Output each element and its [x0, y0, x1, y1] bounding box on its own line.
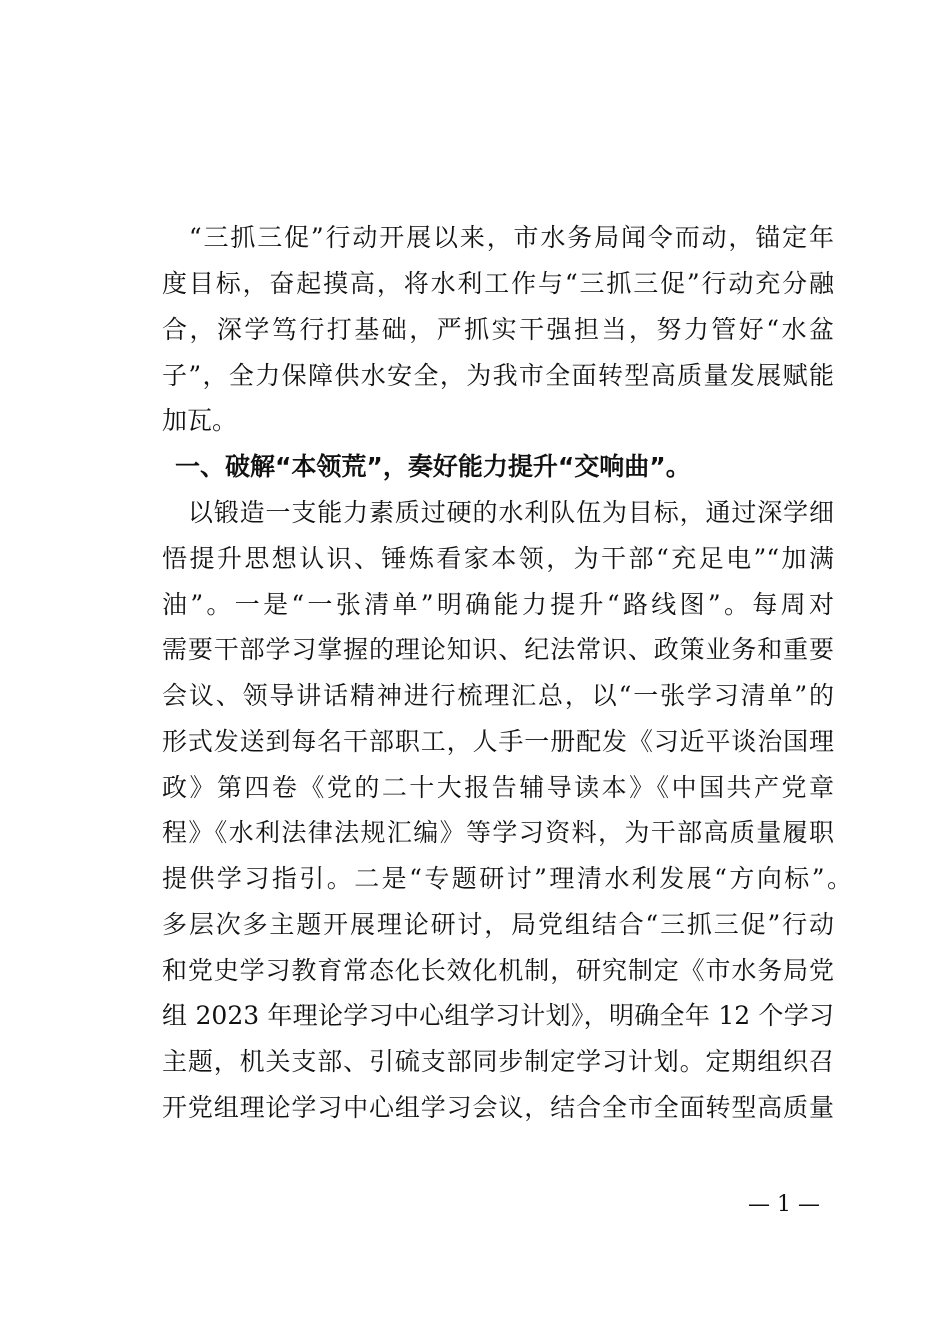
body-line-3: 油”。一是“一张清单”明确能力提升“路线图”。每周对 [162, 590, 834, 619]
intro-line-1: “三抓三促”行动开展以来，市水务局闻令而动，锚定年 [162, 223, 834, 252]
body-line-9: 提供学习指引。二是“专题研讨”理清水利发展“方向标”。 [162, 864, 852, 893]
body-line-7: 政》第四卷《党的二十大报告辅导读本》《中国共产党章 [162, 773, 834, 802]
body-line-1: 以锻造一支能力素质过硬的水利队伍为目标，通过深学细 [162, 498, 834, 527]
body-line-6: 形式发送到每名干部职工，人手一册配发《习近平谈治国理 [162, 727, 834, 756]
intro-line-5: 加瓦。 [162, 406, 238, 435]
body-line-11: 和党史学习教育常态化长效化机制，研究制定《市水务局党 [162, 956, 834, 985]
body-line-8: 程》《水利法律法规汇编》等学习资料，为干部高质量履职 [162, 818, 834, 847]
body-line-14: 开党组理论学习中心组学习会议，结合全市全面转型高质量 [162, 1093, 834, 1122]
intro-line-3: 合，深学笃行打基础，严抓实干强担当，努力管好“水盆 [162, 315, 834, 344]
intro-line-2: 度目标，奋起摸高，将水利工作与“三抓三促”行动充分融 [162, 269, 834, 298]
body-line-10: 多层次多主题开展理论研讨，局党组结合“三抓三促”行动 [162, 910, 834, 939]
intro-line-4: 子”，全力保障供水安全，为我市全面转型高质量发展赋能 [162, 361, 834, 390]
body-line-5: 会议、领导讲话精神进行梳理汇总，以“一张学习清单”的 [162, 681, 834, 710]
body-line-2: 悟提升思想认识、锤炼看家本领，为干部“充足电”“加满 [162, 544, 834, 573]
body-line-4: 需要干部学习掌握的理论知识、纪法常识、政策业务和重要 [162, 635, 834, 664]
body-line-12: 组 2023 年理论学习中心组学习计划》，明确全年 12 个学习 [162, 1001, 834, 1030]
section-heading: 一、破解“本领荒”，奏好能力提升“交响曲”。 [175, 452, 691, 481]
body-line-13: 主题，机关支部、引硫支部同步制定学习计划。定期组织召 [162, 1047, 834, 1076]
page-number: — 1 — [748, 1192, 820, 1217]
